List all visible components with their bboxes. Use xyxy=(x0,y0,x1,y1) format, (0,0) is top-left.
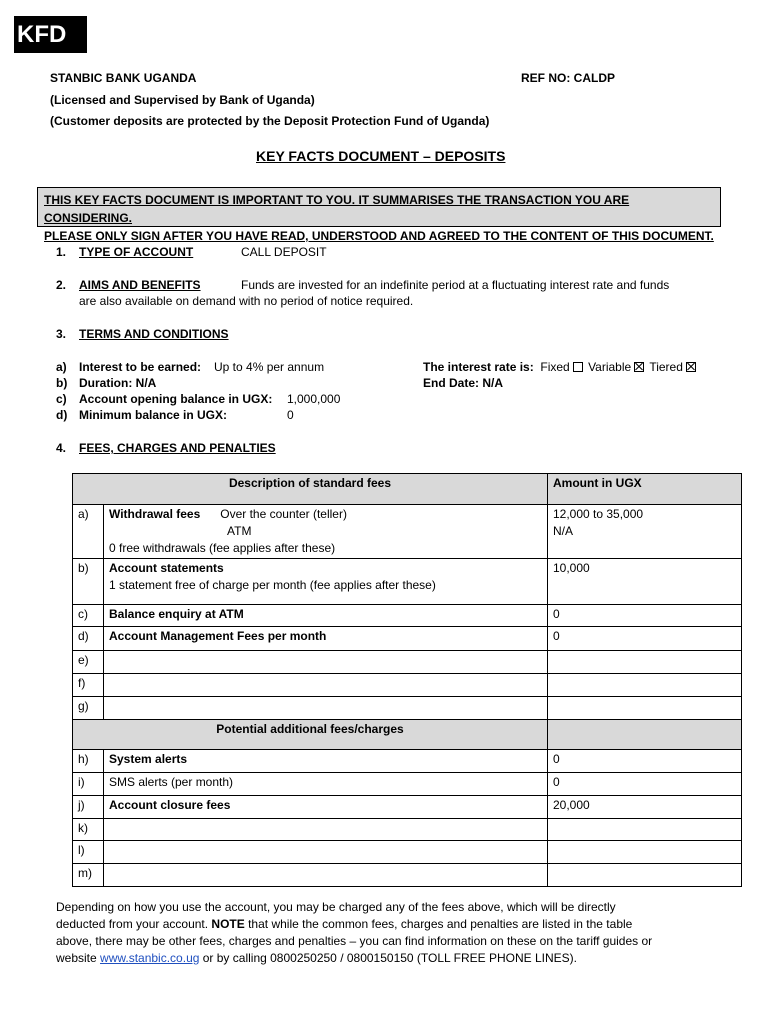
withdrawal-note: 0 free withdrawals (fee applies after these) xyxy=(109,541,336,555)
row-letter: a) xyxy=(73,505,104,559)
table-row xyxy=(73,864,742,887)
minimum-balance-value: 0 xyxy=(287,408,294,422)
ref-number: REF NO: CALDP xyxy=(521,71,615,85)
fees-header-row xyxy=(73,474,742,505)
website-link[interactable]: www.stanbic.co.ug xyxy=(100,951,200,965)
table-row xyxy=(73,559,742,605)
type-of-account-label: TYPE OF ACCOUNT xyxy=(79,245,194,259)
fees-charges-label: FEES, CHARGES AND PENALTIES xyxy=(79,441,276,455)
important-notice xyxy=(37,187,721,243)
tiered-label: Tiered xyxy=(649,360,683,374)
withdrawal-teller: Over the counter (teller) xyxy=(220,507,347,521)
section-2-number: 2. xyxy=(56,278,67,292)
row-letter: i) xyxy=(73,773,104,796)
interest-label: Interest to be earned: xyxy=(79,360,202,374)
term-d-letter: d) xyxy=(56,408,68,422)
closure-fees-amount: 20,000 xyxy=(548,796,742,819)
fixed-label: Fixed xyxy=(540,360,570,374)
footer-line-3: above, there may be other fees, charges and penalties – you can find information on these on the tariff guides or xyxy=(56,934,653,948)
withdrawal-atm: ATM xyxy=(227,524,252,538)
tiered-checkbox[interactable] xyxy=(686,362,696,372)
variable-label: Variable xyxy=(588,360,632,374)
footer-line-1: Depending on how you use the account, you may be charged any of the fees above, which will be directly xyxy=(56,900,616,914)
row-letter: d) xyxy=(73,627,104,651)
additional-fees-header: Potential additional fees/charges xyxy=(73,720,548,750)
fixed-checkbox[interactable] xyxy=(573,362,583,372)
table-row xyxy=(73,750,742,773)
opening-balance-value: 1,000,000 xyxy=(287,392,341,406)
row-letter: j) xyxy=(73,796,104,819)
term-c-letter: c) xyxy=(56,392,67,406)
table-row xyxy=(73,505,742,559)
sms-alerts-label: SMS alerts (per month) xyxy=(104,773,548,796)
row-letter: h) xyxy=(73,750,104,773)
table-row xyxy=(73,841,742,864)
section-1-number: 1. xyxy=(56,245,67,259)
section-3-number: 3. xyxy=(56,327,67,341)
interest-value: Up to 4% per annum xyxy=(214,360,325,374)
fees-table xyxy=(72,473,742,887)
notice-line-1: THIS KEY FACTS DOCUMENT IS IMPORTANT TO YOU. IT SUMMARISES THE TRANSACTION YOU ARE CONSIDERING. xyxy=(44,193,630,225)
withdrawal-amounts xyxy=(548,505,742,559)
header-amount: Amount in UGX xyxy=(548,474,742,505)
footer-line-2a: deducted from your account. xyxy=(56,917,212,931)
table-row xyxy=(73,697,742,720)
system-alerts-label: System alerts xyxy=(104,750,548,773)
footer-note xyxy=(56,899,726,967)
type-of-account-value: CALL DEPOSIT xyxy=(241,245,327,259)
statements-amount: 10,000 xyxy=(548,559,742,605)
atm-amount: N/A xyxy=(553,524,574,538)
header-description: Description of standard fees xyxy=(73,474,548,505)
balance-enquiry-amount: 0 xyxy=(548,605,742,627)
term-b-letter: b) xyxy=(56,376,68,390)
table-row xyxy=(73,605,742,627)
aims-benefits-text-1: Funds are invested for an indefinite period at a fluctuating interest rate and funds xyxy=(241,278,670,292)
sms-alerts-amount: 0 xyxy=(548,773,742,796)
table-row xyxy=(73,674,742,697)
opening-balance-label: Account opening balance in UGX: xyxy=(79,392,273,406)
rate-type-label: The interest rate is: xyxy=(423,360,534,374)
document-title: KEY FACTS DOCUMENT – DEPOSITS xyxy=(256,148,506,164)
aims-benefits-label: AIMS AND BENEFITS xyxy=(79,278,201,292)
table-row xyxy=(73,651,742,674)
duration: Duration: N/A xyxy=(79,376,157,390)
row-letter: c) xyxy=(73,605,104,627)
row-letter: g) xyxy=(73,697,104,720)
footer-line-4b: or by calling 0800250250 / 0800150150 (TOLL FREE PHONE LINES). xyxy=(199,951,577,965)
footer-line-2c: that while the common fees, charges and penalties are listed in the table xyxy=(244,917,633,931)
additional-fees-header-row xyxy=(73,720,742,750)
footer-note-label: NOTE xyxy=(211,917,245,931)
withdrawal-fees-label: Withdrawal fees xyxy=(109,507,201,521)
row-letter: b) xyxy=(73,559,104,605)
interest-rate-type xyxy=(423,360,698,374)
table-row xyxy=(73,796,742,819)
variable-checkbox[interactable] xyxy=(634,362,644,372)
statements-cell xyxy=(104,559,548,605)
system-alerts-amount: 0 xyxy=(548,750,742,773)
row-letter: e) xyxy=(73,651,104,674)
row-letter: m) xyxy=(73,864,104,887)
row-letter: l) xyxy=(73,841,104,864)
footer-line-4a: website xyxy=(56,951,101,965)
withdrawal-fees-cell xyxy=(104,505,548,559)
closure-fees-label: Account closure fees xyxy=(104,796,548,819)
licensed-note: (Licensed and Supervised by Bank of Uganda) xyxy=(50,93,315,107)
kfd-badge: KFD xyxy=(14,16,87,53)
table-row xyxy=(73,819,742,841)
aims-benefits-text-2: are also available on demand with no period of notice required. xyxy=(79,294,414,308)
bank-name: STANBIC BANK UGANDA xyxy=(50,71,197,85)
protection-note: (Customer deposits are protected by the Deposit Protection Fund of Uganda) xyxy=(50,114,490,128)
row-letter: k) xyxy=(73,819,104,841)
table-row xyxy=(73,627,742,651)
management-fees-label: Account Management Fees per month xyxy=(104,627,548,651)
table-row xyxy=(73,773,742,796)
term-a-letter: a) xyxy=(56,360,67,374)
terms-conditions-label: TERMS AND CONDITIONS xyxy=(79,327,229,341)
balance-enquiry-label: Balance enquiry at ATM xyxy=(104,605,548,627)
statements-note: 1 statement free of charge per month (fee applies after these) xyxy=(109,578,436,592)
teller-amount: 12,000 to 35,000 xyxy=(553,507,644,521)
minimum-balance-label: Minimum balance in UGX: xyxy=(79,408,228,422)
management-fees-amount: 0 xyxy=(548,627,742,651)
notice-line-2: PLEASE ONLY SIGN AFTER YOU HAVE READ, UNDERSTOOD AND AGREED TO THE CONTENT OF THIS DOCUMENT. xyxy=(44,229,714,243)
statements-label: Account statements xyxy=(109,561,224,575)
section-4-number: 4. xyxy=(56,441,67,455)
row-letter: f) xyxy=(73,674,104,697)
end-date: End Date: N/A xyxy=(423,376,504,390)
